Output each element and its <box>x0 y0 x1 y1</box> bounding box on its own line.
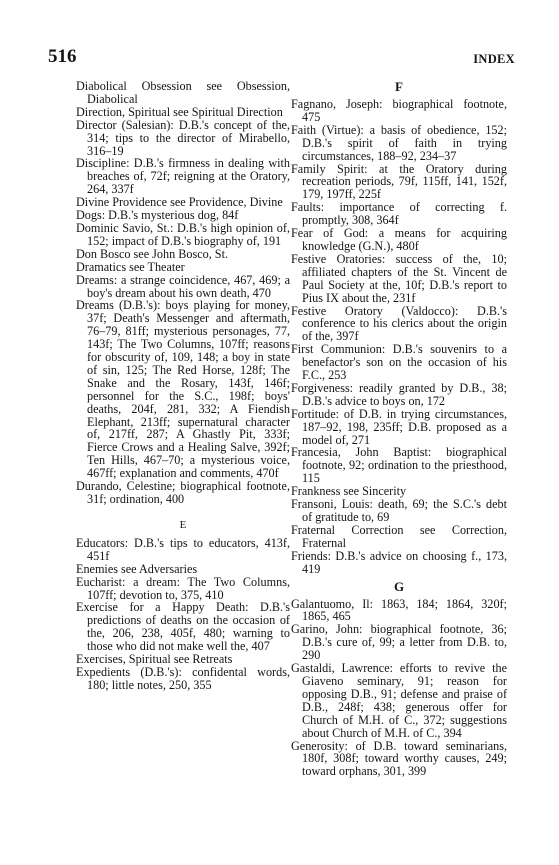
index-entry: Educators: D.B.'s tips to educators, 413f, 451f <box>76 535 290 563</box>
index-entry: Garino, John: biographical footnote, 36; D.B.'s cure of, 99; a letter from D.B. to, 290 <box>291 622 507 663</box>
index-entry: Fraternal Correction see Correction, Fraternal <box>291 522 507 550</box>
index-entry: Generosity: of D.B. toward seminarians, 180f, 308f; toward worthy causes, 249; toward orphans, 301, 399 <box>291 738 507 779</box>
index-entry: Dogs: D.B.'s mysterious dog, 84f <box>76 208 239 223</box>
index-entry: Frankness see Sincerity <box>291 484 407 499</box>
index-entry: Galantuomo, Il: 1863, 184; 1864, 320f; 1865, 465 <box>291 596 507 624</box>
index-entry: Exercise for a Happy Death: D.B.'s predictions of deaths on the occasion of the, 206, 238, 405f, 480; warning to those who did not make well the, 407 <box>76 600 290 654</box>
index-entry: Discipline: D.B.'s firmness in dealing with breaches of, 72f; reigning at the Oratory, 264, 337f <box>76 156 290 197</box>
index-entry: Direction, Spiritual see Spiritual Direction <box>76 104 283 119</box>
index-entry: Friends: D.B.'s advice on choosing f., 173, 419 <box>291 548 507 576</box>
index-entry: Dreams (D.B.'s): boys playing for money, 37f; Death's Messenger and aftermath, 76–79, 81ff; mysterious personages, 77, 143f; The Two Columns, 107ff; reasons for obscurity of, 109, 148; a boy in state of sin, 125; The Red Horse, 128f; The Snake and the Rosary, 143f, 146f; personnel for the S.C., 198f; boys' deaths, 204f, 281, 332; A Fiendish Elephant, 213ff; supernatural character of, 217ff, 287; A Ghastly Pit, 333f; Fierce Crows and a Healing Salve, 392f; Ten Hills, 467–70; a mysterious voice, 467ff; explanation and comments, 470f <box>76 298 290 481</box>
index-entry: Festive Oratory (Valdocco): D.B.'s conference to his clerics about the origin of the, 397f <box>291 303 507 344</box>
index-entry: Dreams: a strange coincidence, 467, 469; a boy's dream about his own death, 470 <box>76 272 290 300</box>
index-entry: Don Bosco see John Bosco, St. <box>76 246 229 261</box>
index-entry: Family Spirit: at the Oratory during recreation periods, 79f, 115ff, 141, 152f, 179, 197ff, 225f <box>291 161 507 202</box>
index-entry: Fagnano, Joseph: biographical footnote, 475 <box>291 97 507 124</box>
index-entry: Festive Oratories: success of the, 10; affiliated chapters of the St. Vincent de Paul Society at the, 10f; D.B.'s report to Pius IX about the, 231f <box>291 251 507 305</box>
page-number: 516 <box>48 46 77 67</box>
index-entry: Expedients (D.B.'s): confidental words, 180; little notes, 250, 355 <box>76 664 290 692</box>
index-entry: Forgiveness: readily granted by D.B., 38; D.B.'s advice to boys on, 172 <box>291 380 507 408</box>
index-entry: Fortitude: of D.B. in trying circumstances, 187–92, 198, 235ff; D.B. proposed as a model of, 271 <box>291 406 507 447</box>
index-entry: Durando, Celestine; biographical footnote, 31f; ordination, 400 <box>76 479 290 506</box>
section-letter-g: G <box>393 578 405 594</box>
index-entry: Divine Providence see Providence, Divine <box>76 195 283 210</box>
index-entry: Director (Salesian): D.B.'s concept of the, 314; tips to the director of Mirabello, 316–19 <box>76 117 290 158</box>
index-entry: First Communion: D.B.'s souvenirs to a benefactor's son on the occasion of his F.C., 253 <box>291 342 507 383</box>
index-entry: Exercises, Spiritual see Retreats <box>76 652 233 667</box>
index-column-left <box>76 80 290 692</box>
index-entry: Diabolical Obsession see Obsession, Diabolical <box>76 79 290 106</box>
index-entry: Enemies see Adversaries <box>76 561 198 576</box>
index-entry: Francesia, John Baptist: biographical footnote, 92; ordination to the priesthood, 115 <box>291 445 507 486</box>
index-column-right <box>291 80 507 778</box>
index-entry: Faith (Virtue): a basis of obedience, 152; D.B.'s spirit of faith in trying circumstances, 188–92, 234–37 <box>291 122 507 163</box>
section-letter-e: E <box>179 518 187 531</box>
index-entry: Fear of God: a means for acquiring knowledge (G.N.), 480f <box>291 226 507 253</box>
index-entry: Gastaldi, Lawrence: efforts to revive the Giaveno seminary, 91; reason for opposing D.B., 91; defense and praise of D.B., 248f; 438; generous offer for Church of M.H. of C., 372; suggestions about Church of M.H. of C., 394 <box>291 661 507 740</box>
index-entry: Eucharist: a dream: The Two Columns, 107ff; devotion to, 375, 410 <box>76 574 290 602</box>
index-entry: Dramatics see Theater <box>76 259 185 274</box>
index-entry: Faults: importance of correcting f. promptly, 308, 364f <box>291 200 507 228</box>
index-entry: Fransoni, Louis: death, 69; the S.C.'s debt of gratitude to, 69 <box>291 497 507 524</box>
section-letter-f: F <box>395 79 403 94</box>
index-entry: Dominic Savio, St.: D.B.'s high opinion of, 152; impact of D.B.'s biography of, 191 <box>76 220 290 248</box>
section-label: INDEX <box>473 52 515 66</box>
